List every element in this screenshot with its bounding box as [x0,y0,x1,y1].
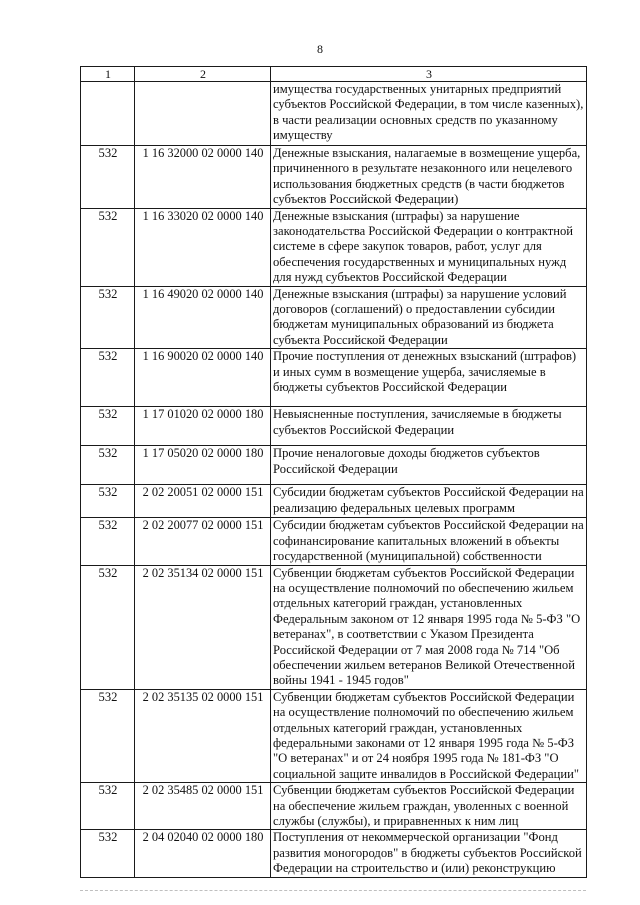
description-cell: Денежные взыскания (штрафы) за нарушение условий договоров (соглашений) о предоставлении субсидии бюджетам муниципальных образований из бюджета субъекта Российской Федерации [271,286,587,349]
description-cell: Денежные взыскания (штрафы) за нарушение законодательства Российской Федерации о контрактной системе в сфере закупок товаров, работ, услуг для обеспечения государственных и муниципальных нужд для нужд субъектов Российской Федерации [271,208,587,286]
table-row [81,689,587,782]
description-cell: Поступления от некоммерческой организации "Фонд развития моногородов" в бюджеты субъектов Российской Федерации на строительство и (или) реконструкцию [271,830,587,878]
description-cell: Субсидии бюджетам субъектов Российской Федерации на софинансирование капитальных вложений в объекты государственной (муниципальной) собственности [271,518,587,565]
budget-code-cell: 2 02 35485 02 0000 151 [135,783,271,830]
admin-code-cell: 532 [81,485,135,518]
table-row [81,349,587,407]
scan-footer-marks [80,890,586,893]
column-header-description: 3 [271,67,587,82]
budget-code-cell: 2 02 35134 02 0000 151 [135,565,271,689]
table-row [81,565,587,689]
budget-code-cell: 1 16 32000 02 0000 140 [135,146,271,209]
admin-code-cell: 532 [81,518,135,565]
budget-code-cell: 1 16 33020 02 0000 140 [135,208,271,286]
table-row [81,446,587,485]
admin-code-cell: 532 [81,565,135,689]
table-header-row [81,67,587,82]
table-row [81,146,587,209]
description-cell: имущества государственных унитарных предприятий субъектов Российской Федерации, в том числе казенных), в части реализации основных средств по указанному имуществу [271,82,587,146]
table-row [81,286,587,349]
budget-code-cell [135,82,271,146]
admin-code-cell: 532 [81,286,135,349]
description-cell: Денежные взыскания, налагаемые в возмещение ущерба, причиненного в результате незаконного или нецелевого использования бюджетных средств (в части бюджетов субъектов Российской Федерации) [271,146,587,209]
admin-code-cell: 532 [81,689,135,782]
column-header-admin: 1 [81,67,135,82]
table-row [81,208,587,286]
description-cell: Прочие поступления от денежных взысканий (штрафов) и иных сумм в возмещение ущерба, зачисляемые в бюджеты субъектов Российской Федерации [271,349,587,407]
admin-code-cell: 532 [81,349,135,407]
budget-code-cell: 2 04 02040 02 0000 180 [135,830,271,878]
budget-code-cell: 2 02 20077 02 0000 151 [135,518,271,565]
description-cell: Субвенции бюджетам субъектов Российской Федерации на обеспечение жильем граждан, уволенных с военной службы (службы), и приравненных к ним лиц [271,783,587,830]
description-cell: Невыясненные поступления, зачисляемые в бюджеты субъектов Российской Федерации [271,407,587,446]
description-cell: Субвенции бюджетам субъектов Российской Федерации на осуществление полномочий по обеспечению жильем отдельных категорий граждан, установленных федеральными законами от 12 января 1995 года № 5-ФЗ "О ветеранах" и от 24 ноября 1995 года № 181-ФЗ "О социальной защите инвалидов в Российской Федерации" [271,689,587,782]
budget-code-cell: 1 16 49020 02 0000 140 [135,286,271,349]
table-row [81,407,587,446]
admin-code-cell: 532 [81,208,135,286]
admin-code-cell: 532 [81,146,135,209]
admin-code-cell [81,82,135,146]
admin-code-cell: 532 [81,407,135,446]
budget-code-cell: 2 02 20051 02 0000 151 [135,485,271,518]
budget-revenue-table [80,66,587,878]
description-cell: Прочие неналоговые доходы бюджетов субъектов Российской Федерации [271,446,587,485]
column-header-code: 2 [135,67,271,82]
table-row [81,82,587,146]
admin-code-cell: 532 [81,783,135,830]
page-number: 8 [317,42,323,56]
table-row [81,783,587,830]
table-row [81,485,587,518]
budget-code-cell: 1 17 05020 02 0000 180 [135,446,271,485]
admin-code-cell: 532 [81,830,135,878]
table-row [81,830,587,878]
admin-code-cell: 532 [81,446,135,485]
table-row [81,518,587,565]
budget-code-cell: 1 16 90020 02 0000 140 [135,349,271,407]
description-cell: Субсидии бюджетам субъектов Российской Федерации на реализацию федеральных целевых программ [271,485,587,518]
budget-code-cell: 2 02 35135 02 0000 151 [135,689,271,782]
budget-code-cell: 1 17 01020 02 0000 180 [135,407,271,446]
description-cell: Субвенции бюджетам субъектов Российской Федерации на осуществление полномочий по обеспечению жильем отдельных категорий граждан, установленных Федеральным законом от 12 января 1995 года № 5-ФЗ "О ветеранах", в соответствии с Указом Президента Российской Федерации от 7 мая 2008 года № 714 "Об обеспечении жильем ветеранов Великой Отечественной войны 1941 - 1945 годов" [271,565,587,689]
